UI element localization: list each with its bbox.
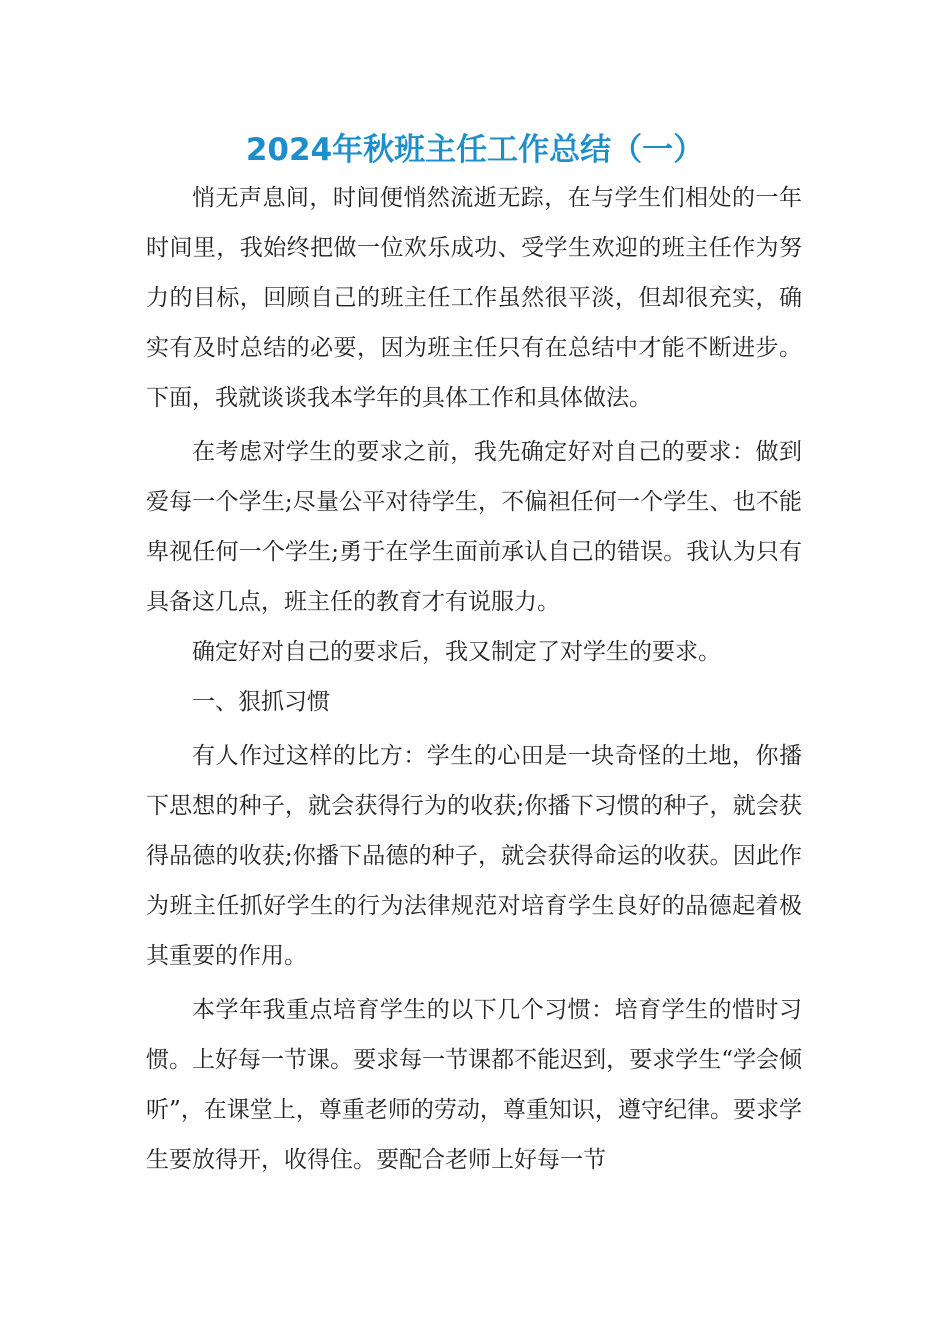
paragraph-habits-detail: 本学年我重点培育学生的以下几个习惯：培育学生的惜时习惯。上好每一节课。要求每一节课都不能迟到，要求学生“学会倾听”，在课堂上，尊重老师的劳动，尊重知识，遵守纪律。要求学生要放得开，收得住。要配合老师上好每一节 xyxy=(146,997,802,1173)
paragraph-intro: 悄无声息间，时间便悄然流逝无踪，在与学生们相处的一年时间里，我始终把做一位欢乐成功、受学生欢迎的班主任作为努力的目标，回顾自己的班主任工作虽然很平淡，但却很充实，确实有及时总结的必要，因为班主任只有在总结中才能不断进步。下面，我就谈谈我本学年的具体工作和具体做法。 xyxy=(146,185,802,411)
paragraph-student-requirements: 确定好对自己的要求后，我又制定了对学生的要求。 xyxy=(192,639,721,665)
section-heading-habits: 一、狠抓习惯 xyxy=(192,689,330,715)
document-title: 2024年秋班主任工作总结（一） xyxy=(245,132,705,168)
paragraph-metaphor: 有人作过这样的比方：学生的心田是一块奇怪的土地，你播下思想的种子，就会获得行为的收获;你播下习惯的种子，就会获得品德的收获;你播下品德的种子，就会获得命运的收获。因此作为班主任抓好学生的行为法律规范对培育学生良好的品德起着极其重要的作用。 xyxy=(146,743,802,969)
paragraph-self-requirements: 在考虑对学生的要求之前，我先确定好对自己的要求：做到爱每一个学生;尽量公平对待学生，不偏袒任何一个学生、也不能卑视任何一个学生;勇于在学生面前承认自己的错误。我认为只有具备这几点，班主任的教育才有说服力。 xyxy=(146,439,802,615)
document-body xyxy=(146,173,802,1185)
